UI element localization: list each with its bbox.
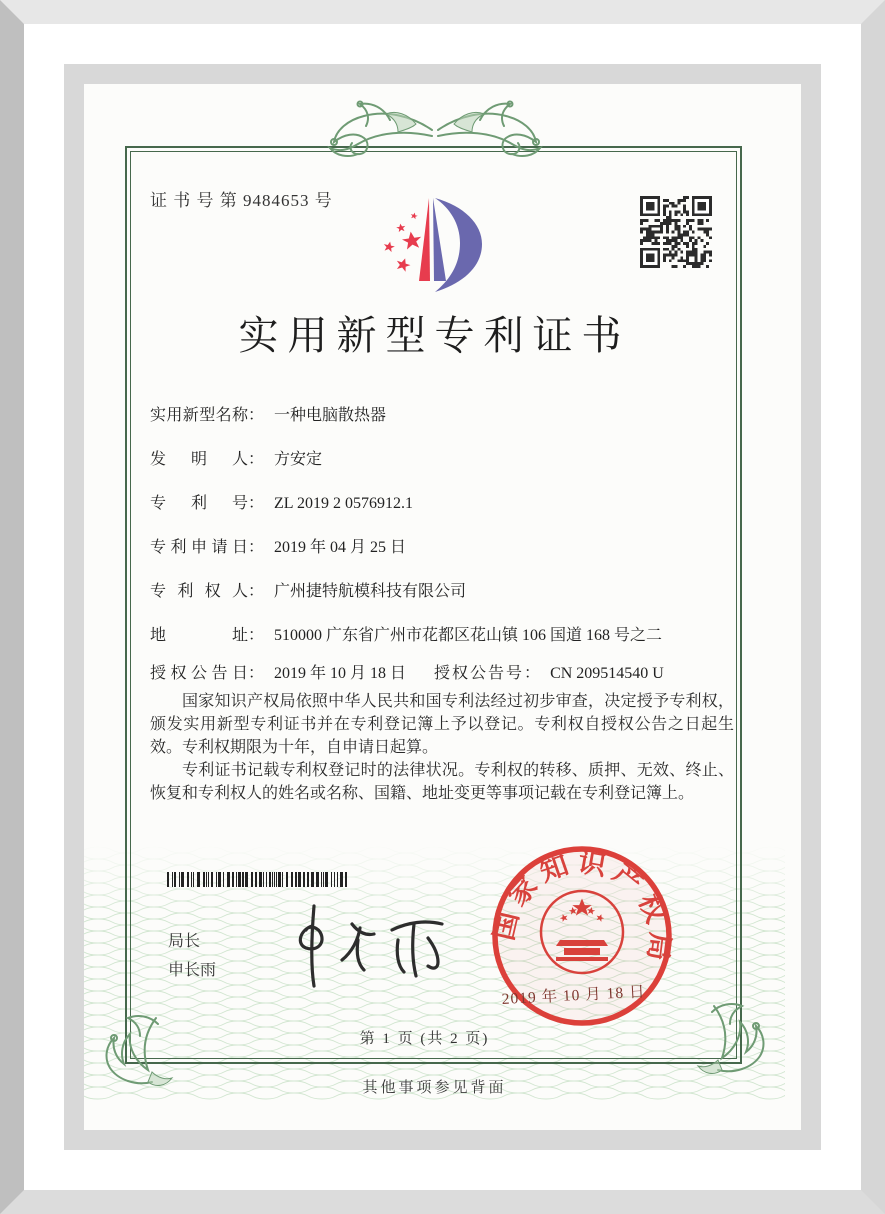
- cnipa-logo-icon: [372, 186, 502, 301]
- field-colon: ：: [248, 583, 265, 600]
- field-value: 510000 广东省广州市花都区花山镇 106 国道 168 号之二: [274, 627, 663, 644]
- field-label: 发明人: [150, 451, 248, 468]
- director-title: 局长: [168, 933, 201, 950]
- field-value: CN 209514540 U: [550, 665, 664, 682]
- field-label: 授权公告号: [434, 665, 525, 682]
- field-colon: ：: [248, 665, 265, 682]
- field-value: 2019 年 04 月 25 日: [274, 539, 407, 556]
- certificate-page: [84, 84, 801, 1130]
- field-row-inventor: [150, 446, 322, 469]
- qr-code: [640, 196, 712, 268]
- field-label: 地址: [150, 627, 248, 644]
- field-value: 广州捷特航模科技有限公司: [274, 583, 467, 600]
- page-number: 第 1 页 (共 2 页): [359, 1031, 490, 1047]
- certificate-title: 实用新型专利证书: [238, 313, 631, 358]
- frame-lip-shadow: [64, 64, 821, 1150]
- director-signature: [274, 900, 459, 992]
- field-colon: ：: [248, 407, 265, 424]
- field-row-patentee: [150, 578, 466, 601]
- field-label: 专利申请日: [150, 539, 248, 556]
- legal-paragraph: 国家知识产权局依照中华人民共和国专利法经过初步审查，决定授予专利权，颁发实用新型专利证书并在专利登记簿上予以登记。专利权自授权公告之日起生效。专利权期限为十年，自申请日起算。: [150, 693, 734, 756]
- field-value: 一种电脑散热器: [274, 407, 387, 424]
- field-row-patent-no: [150, 490, 413, 513]
- director-name: 申长雨: [168, 962, 217, 979]
- seal-date: 2019 年 10 月 18 日: [501, 983, 646, 1008]
- seal-agency-text: 国家知识产权局: [488, 846, 676, 968]
- certificate-number: 证 书 号 第 9484653 号: [150, 191, 333, 210]
- field-value: 方安定: [274, 451, 323, 468]
- barcode: [167, 872, 349, 887]
- field-label: 专利号: [150, 495, 248, 512]
- field-row-address: [150, 622, 662, 645]
- frame-face: [24, 24, 861, 1190]
- field-value: 2019 年 10 月 18 日: [274, 665, 407, 682]
- field-colon: ：: [248, 495, 265, 512]
- official-seal: [486, 840, 678, 1032]
- legal-paragraph: 专利证书记载专利权登记时的法律状况。专利权的转移、质押、无效、终止、恢复和专利权人的姓名或名称、国籍、地址变更等事项记载在专利登记簿上。: [150, 762, 734, 802]
- field-colon: ：: [524, 665, 541, 682]
- field-colon: ：: [248, 451, 265, 468]
- reverse-side-note: 其他事项参见背面: [362, 1080, 507, 1096]
- field-colon: ：: [248, 627, 265, 644]
- field-row-filing-date: [150, 534, 406, 557]
- field-row-grant: [150, 660, 664, 683]
- field-label: 实用新型名称: [150, 407, 248, 424]
- field-row-name: [150, 402, 386, 425]
- field-label: 专利权人: [150, 583, 248, 600]
- border-ornament-top-icon: [320, 96, 550, 160]
- director-block: [168, 927, 216, 985]
- grant-number-group: [434, 665, 664, 682]
- legal-text: [150, 690, 734, 805]
- field-label: 授权公告日: [150, 665, 248, 682]
- field-value: ZL 2019 2 0576912.1: [274, 495, 413, 512]
- field-colon: ：: [248, 539, 265, 556]
